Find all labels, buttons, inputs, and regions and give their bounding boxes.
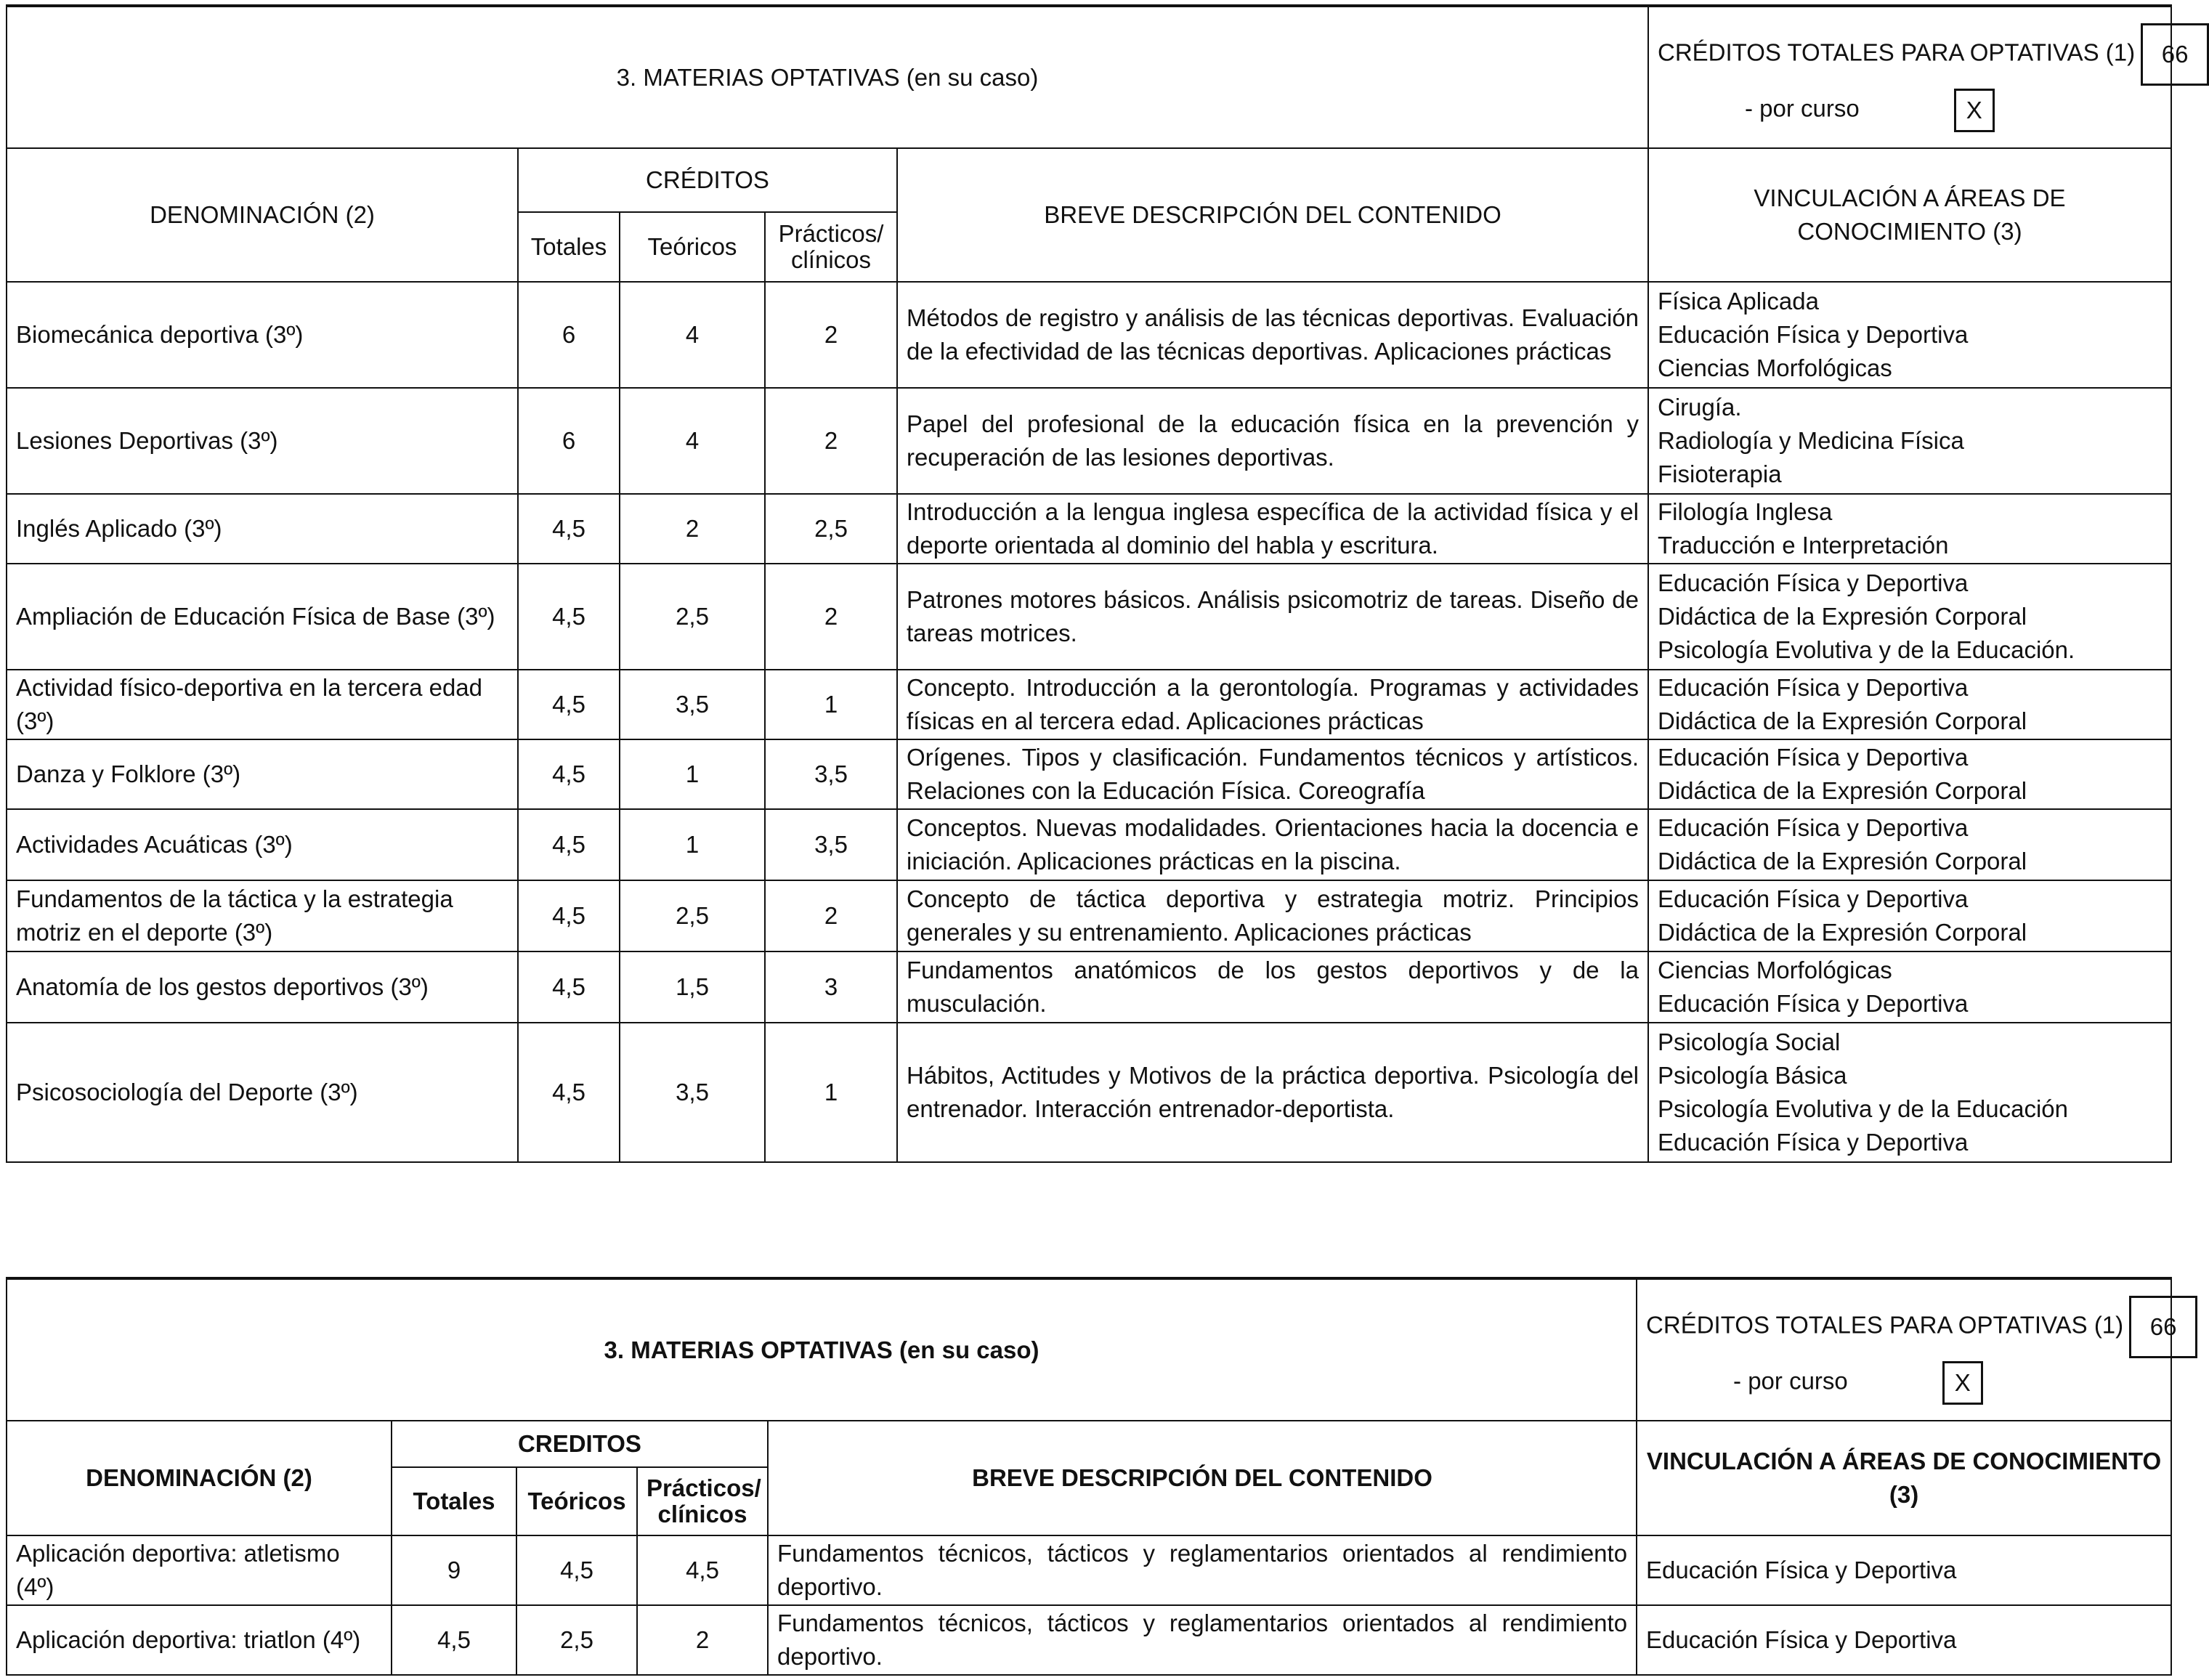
row-description: Concepto de táctica deportiva y estrategia motriz. Principios generales y su entrenamiento. Aplicaciones prácticas [897, 880, 1648, 951]
row-teoricos: 3,5 [620, 670, 765, 739]
row-practicos: 2,5 [765, 494, 897, 564]
area-item: Ciencias Morfológicas [1658, 354, 1892, 381]
row-practicos: 4,5 [637, 1535, 768, 1605]
row-totales: 4,5 [518, 809, 620, 880]
area-item: Física Aplicada [1658, 288, 1819, 315]
area-item: Educación Física y Deportiva [1658, 744, 1969, 771]
row-areas [1648, 1023, 2171, 1162]
header-totales: Totales [518, 212, 620, 282]
area-item: Radiología y Medicina Física [1658, 427, 1964, 454]
area-item: Psicología Social [1658, 1028, 1841, 1055]
row-areas [1648, 564, 2171, 670]
header-denominacion: DENOMINACIÓN (2) [7, 148, 518, 282]
area-item: Educación Física y Deportiva [1658, 569, 1969, 596]
row-description: Concepto. Introducción a la gerontología. Programas y actividades físicas en al tercera edad. Aplicaciones prácticas [897, 670, 1648, 739]
row-practicos: 2 [765, 880, 897, 951]
row-name: Inglés Aplicado (3º) [7, 494, 518, 564]
row-practicos: 2 [637, 1605, 768, 1675]
credits-total-label: CRÉDITOS TOTALES PARA OPTATIVAS (1) [1658, 38, 2136, 66]
header-teoricos: Teóricos [620, 212, 765, 282]
row-areas [1648, 880, 2171, 951]
area-item: Ciencias Morfológicas [1658, 957, 1892, 983]
credits-total-value: 66 [2129, 1296, 2197, 1358]
row-name: Fundamentos de la táctica y la estrategia motriz en el deporte (3º) [7, 880, 518, 951]
per-course-label: - por curso [1745, 94, 1860, 122]
row-name: Lesiones Deportivas (3º) [7, 388, 518, 494]
per-course-checkbox[interactable]: X [1942, 1361, 1983, 1405]
row-name: Ampliación de Educación Física de Base (3º) [7, 564, 518, 670]
row-teoricos: 3,5 [620, 1023, 765, 1162]
row-teoricos: 2 [620, 494, 765, 564]
row-totales: 4,5 [518, 739, 620, 809]
row-practicos: 3 [765, 951, 897, 1023]
area-item: Educación Física y Deportiva [1658, 814, 1969, 841]
row-totales: 6 [518, 282, 620, 388]
area-item: Educación Física y Deportiva [1658, 1129, 1969, 1156]
row-description: Orígenes. Tipos y clasificación. Fundamentos técnicos y artísticos. Relaciones con la Educación Física. Coreografía [897, 739, 1648, 809]
row-teoricos: 4 [620, 282, 765, 388]
credits-total-cell [1637, 1278, 2177, 1421]
header-practicos: Prácticos/ clínicos [765, 212, 897, 282]
row-totales: 4,5 [518, 1023, 620, 1162]
section-title: 3. MATERIAS OPTATIVAS (en su caso) [7, 1278, 1637, 1421]
row-teoricos: 2,5 [620, 564, 765, 670]
row-teoricos: 4 [620, 388, 765, 494]
row-teoricos: 1,5 [620, 951, 765, 1023]
area-item: Educación Física y Deportiva [1658, 885, 1969, 912]
row-teoricos: 2,5 [620, 880, 765, 951]
area-item: Didáctica de la Expresión Corporal [1658, 919, 2027, 946]
row-description: Papel del profesional de la educación física en la prevención y recuperación de las lesiones deportivas. [897, 388, 1648, 494]
row-areas [1648, 739, 2171, 809]
section-title: 3. MATERIAS OPTATIVAS (en su caso) [7, 6, 1648, 148]
row-totales: 4,5 [518, 494, 620, 564]
credits-total-cell [1648, 6, 2189, 148]
row-practicos: 3,5 [765, 739, 897, 809]
row-description: Fundamentos técnicos, tácticos y reglamentarios orientados al rendimiento deportivo. [768, 1535, 1637, 1605]
table-row [7, 670, 2171, 739]
optativas-table-2 [6, 1277, 2177, 1676]
row-teoricos: 4,5 [516, 1535, 637, 1605]
row-teoricos: 1 [620, 809, 765, 880]
row-practicos: 3,5 [765, 809, 897, 880]
row-areas [1648, 282, 2171, 388]
row-totales: 4,5 [518, 880, 620, 951]
row-totales: 4,5 [518, 951, 620, 1023]
row-description: Introducción a la lengua inglesa específica de la actividad física y el deporte orientada al dominio del habla y escritura. [897, 494, 1648, 564]
row-practicos: 1 [765, 1023, 897, 1162]
row-description: Conceptos. Nuevas modalidades. Orientaciones hacia la docencia e iniciación. Aplicaciones prácticas en la piscina. [897, 809, 1648, 880]
area-item: Traducción e Interpretación [1658, 532, 1949, 559]
row-name: Anatomía de los gestos deportivos (3º) [7, 951, 518, 1023]
row-name: Actividad físico-deportiva en la tercera edad (3º) [7, 670, 518, 739]
area-item: Didáctica de la Expresión Corporal [1658, 777, 2027, 804]
row-areas [1637, 1535, 2171, 1605]
row-practicos: 1 [765, 670, 897, 739]
header-descripcion: BREVE DESCRIPCIÓN DEL CONTENIDO [897, 148, 1648, 282]
row-description: Métodos de registro y análisis de las técnicas deportivas. Evaluación de la efectividad de las técnicas deportivas. Aplicaciones prácticas [897, 282, 1648, 388]
row-areas [1637, 1605, 2171, 1675]
area-item: Didáctica de la Expresión Corporal [1658, 707, 2027, 734]
area-item: Psicología Básica [1658, 1062, 1847, 1089]
row-totales: 4,5 [392, 1605, 516, 1675]
row-areas [1648, 809, 2171, 880]
row-teoricos: 2,5 [516, 1605, 637, 1675]
row-areas [1648, 951, 2171, 1023]
row-practicos: 2 [765, 564, 897, 670]
row-description: Patrones motores básicos. Análisis psicomotriz de tareas. Diseño de tareas motrices. [897, 564, 1648, 670]
header-totales: Totales [392, 1467, 516, 1535]
row-totales: 4,5 [518, 670, 620, 739]
header-descripcion: BREVE DESCRIPCIÓN DEL CONTENIDO [768, 1421, 1637, 1535]
row-name: Aplicación deportiva: triatlon (4º) [7, 1605, 392, 1675]
header-vinculacion: VINCULACIÓN A ÁREAS DE CONOCIMIENTO (3) [1648, 148, 2171, 282]
area-item: Didáctica de la Expresión Corporal [1658, 848, 2027, 875]
row-areas [1648, 388, 2171, 494]
row-totales: 6 [518, 388, 620, 494]
area-item: Fisioterapia [1658, 460, 1782, 487]
row-name: Psicosociología del Deporte (3º) [7, 1023, 518, 1162]
row-practicos: 2 [765, 388, 897, 494]
header-denominacion: DENOMINACIÓN (2) [7, 1421, 392, 1535]
table-row [7, 282, 2171, 388]
per-course-checkbox[interactable]: X [1954, 89, 1995, 132]
optativas-table-1 [6, 4, 2189, 1163]
credits-total-value: 66 [2141, 23, 2209, 86]
area-item: Educación Física y Deportiva [1646, 1626, 1957, 1653]
table-row [7, 880, 2171, 951]
row-totales: 4,5 [518, 564, 620, 670]
area-item: Didáctica de la Expresión Corporal [1658, 603, 2027, 630]
row-practicos: 2 [765, 282, 897, 388]
row-areas [1648, 494, 2171, 564]
area-item: Educación Física y Deportiva [1658, 990, 1969, 1017]
row-name: Actividades Acuáticas (3º) [7, 809, 518, 880]
table-row [7, 494, 2171, 564]
row-description: Fundamentos anatómicos de los gestos deportivos y de la musculación. [897, 951, 1648, 1023]
area-item: Educación Física y Deportiva [1658, 321, 1969, 348]
per-course-label: - por curso [1733, 1367, 1848, 1395]
area-item: Filología Inglesa [1658, 498, 1833, 525]
row-teoricos: 1 [620, 739, 765, 809]
table-row [7, 1605, 2171, 1675]
area-item: Educación Física y Deportiva [1658, 674, 1969, 701]
table-row [7, 564, 2171, 670]
header-creditos: CRÉDITOS [518, 148, 897, 212]
row-name: Biomecánica deportiva (3º) [7, 282, 518, 388]
row-name: Danza y Folklore (3º) [7, 739, 518, 809]
area-item: Educación Física y Deportiva [1646, 1557, 1957, 1583]
table-row [7, 1023, 2171, 1162]
area-item: Psicología Evolutiva y de la Educación. [1658, 636, 2075, 663]
table-row [7, 388, 2171, 494]
row-description: Fundamentos técnicos, tácticos y reglamentarios orientados al rendimiento deportivo. [768, 1605, 1637, 1675]
header-vinculacion: VINCULACIÓN A ÁREAS DE CONOCIMIENTO (3) [1637, 1421, 2171, 1535]
table-row [7, 951, 2171, 1023]
row-areas [1648, 670, 2171, 739]
header-teoricos: Teóricos [516, 1467, 637, 1535]
row-name: Aplicación deportiva: atletismo (4º) [7, 1535, 392, 1605]
header-practicos: Prácticos/ clínicos [637, 1467, 768, 1535]
area-item: Cirugía. [1658, 394, 1742, 421]
row-description: Hábitos, Actitudes y Motivos de la práctica deportiva. Psicología del entrenador. Interacción entrenador-deportista. [897, 1023, 1648, 1162]
row-totales: 9 [392, 1535, 516, 1605]
area-item: Psicología Evolutiva y de la Educación [1658, 1095, 2068, 1122]
table-row [7, 739, 2171, 809]
header-creditos: CREDITOS [392, 1421, 768, 1467]
credits-total-label: CRÉDITOS TOTALES PARA OPTATIVAS (1) [1646, 1311, 2124, 1339]
table-row [7, 809, 2171, 880]
table-row [7, 1535, 2171, 1605]
